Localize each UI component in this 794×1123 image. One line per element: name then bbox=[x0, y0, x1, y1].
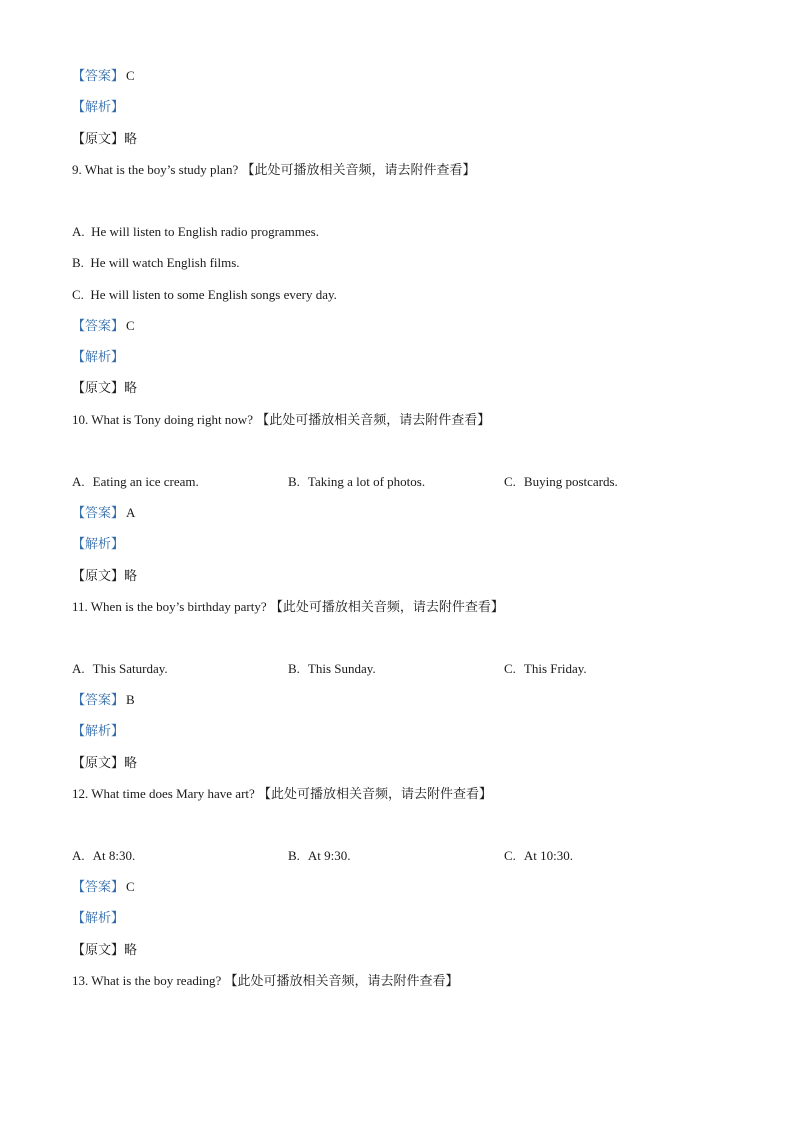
option-text: At 8:30. bbox=[92, 848, 136, 863]
option-text: This Sunday. bbox=[307, 661, 376, 676]
audio-note: 【此处可播放相关音频，请去附件查看】 bbox=[256, 413, 491, 428]
q11-analysis-line bbox=[72, 722, 124, 741]
option-letter: B. bbox=[288, 474, 300, 489]
q10-option-c bbox=[504, 473, 618, 491]
q9-analysis-line bbox=[72, 348, 124, 367]
question-text: 13. What is the boy reading? bbox=[72, 973, 222, 988]
q9-option-c bbox=[72, 286, 337, 304]
answer-label: 【答案】 bbox=[72, 69, 125, 84]
q12-answer-line bbox=[72, 878, 135, 897]
answer-label: 【答案】 bbox=[72, 506, 125, 521]
option-letter: B. bbox=[288, 661, 300, 676]
option-text: At 9:30. bbox=[307, 848, 351, 863]
q12-option-a bbox=[72, 847, 135, 865]
original-label: 【原文】 bbox=[72, 381, 125, 396]
original-label: 【原文】 bbox=[72, 756, 125, 771]
q11-question bbox=[72, 598, 504, 617]
option-text: At 10:30. bbox=[523, 848, 574, 863]
analysis-label: 【解析】 bbox=[72, 100, 125, 115]
answer-value: C bbox=[126, 68, 135, 83]
q9-option-b bbox=[72, 254, 240, 272]
q12-question bbox=[72, 785, 492, 804]
question-text: 11. When is the boy’s birthday party? bbox=[72, 599, 267, 614]
q10-question bbox=[72, 411, 490, 430]
option-text: This Saturday. bbox=[92, 661, 168, 676]
q10-original-line bbox=[72, 567, 137, 586]
option-letter: A. bbox=[72, 474, 85, 489]
q12-original-line bbox=[72, 941, 137, 960]
analysis-label: 【解析】 bbox=[72, 911, 125, 926]
answer-label: 【答案】 bbox=[72, 880, 125, 895]
q11-option-a bbox=[72, 660, 168, 678]
original-value: 略 bbox=[124, 943, 138, 958]
q10-option-b bbox=[288, 473, 425, 491]
option-text: He will listen to some English songs every day. bbox=[90, 287, 337, 302]
option-text: Buying postcards. bbox=[523, 474, 618, 489]
q11-original-line bbox=[72, 754, 137, 773]
answer-label: 【答案】 bbox=[72, 693, 125, 708]
question-text: 9. What is the boy’s study plan? bbox=[72, 162, 239, 177]
analysis-label: 【解析】 bbox=[72, 350, 125, 365]
analysis-label: 【解析】 bbox=[72, 537, 125, 552]
q8-original-line bbox=[72, 130, 137, 149]
answer-value: C bbox=[126, 318, 135, 333]
q9-question bbox=[72, 161, 475, 180]
option-letter: A. bbox=[72, 661, 85, 676]
q9-answer-line bbox=[72, 317, 135, 336]
q11-option-c bbox=[504, 660, 587, 678]
q12-option-c bbox=[504, 847, 573, 865]
option-text: Taking a lot of photos. bbox=[307, 474, 426, 489]
original-value: 略 bbox=[124, 569, 138, 584]
answer-value: A bbox=[126, 505, 136, 520]
q10-answer-line bbox=[72, 504, 135, 523]
audio-note: 【此处可播放相关音频，请去附件查看】 bbox=[269, 600, 504, 615]
q13-question bbox=[72, 972, 459, 991]
option-letter: C. bbox=[504, 474, 516, 489]
q9-original-line bbox=[72, 379, 137, 398]
original-label: 【原文】 bbox=[72, 569, 125, 584]
option-text: He will watch English films. bbox=[90, 255, 240, 270]
option-text: This Friday. bbox=[523, 661, 587, 676]
original-value: 略 bbox=[124, 381, 138, 396]
option-letter: C. bbox=[504, 848, 516, 863]
option-letter: A. bbox=[72, 224, 85, 239]
original-value: 略 bbox=[124, 756, 138, 771]
option-letter: B. bbox=[288, 848, 300, 863]
question-text: 12. What time does Mary have art? bbox=[72, 786, 255, 801]
audio-note: 【此处可播放相关音频，请去附件查看】 bbox=[241, 163, 476, 178]
original-label: 【原文】 bbox=[72, 132, 125, 147]
q11-answer-line bbox=[72, 691, 135, 710]
answer-value: B bbox=[126, 692, 135, 707]
question-text: 10. What is Tony doing right now? bbox=[72, 412, 253, 427]
answer-label: 【答案】 bbox=[72, 319, 125, 334]
option-text: He will listen to English radio programmes. bbox=[91, 224, 319, 239]
original-value: 略 bbox=[124, 132, 138, 147]
q12-option-b bbox=[288, 847, 351, 865]
q11-option-b bbox=[288, 660, 376, 678]
option-letter: A. bbox=[72, 848, 85, 863]
q9-option-a bbox=[72, 223, 319, 241]
answer-value: C bbox=[126, 879, 135, 894]
original-label: 【原文】 bbox=[72, 943, 125, 958]
option-letter: B. bbox=[72, 255, 84, 270]
audio-note: 【此处可播放相关音频，请去附件查看】 bbox=[224, 974, 459, 989]
q12-analysis-line bbox=[72, 909, 124, 928]
option-letter: C. bbox=[504, 661, 516, 676]
option-letter: C. bbox=[72, 287, 84, 302]
analysis-label: 【解析】 bbox=[72, 724, 125, 739]
audio-note: 【此处可播放相关音频，请去附件查看】 bbox=[258, 787, 493, 802]
q8-analysis-line bbox=[72, 98, 124, 117]
option-text: Eating an ice cream. bbox=[92, 474, 199, 489]
q10-option-a bbox=[72, 473, 199, 491]
q8-answer-line bbox=[72, 67, 135, 86]
q10-analysis-line bbox=[72, 535, 124, 554]
